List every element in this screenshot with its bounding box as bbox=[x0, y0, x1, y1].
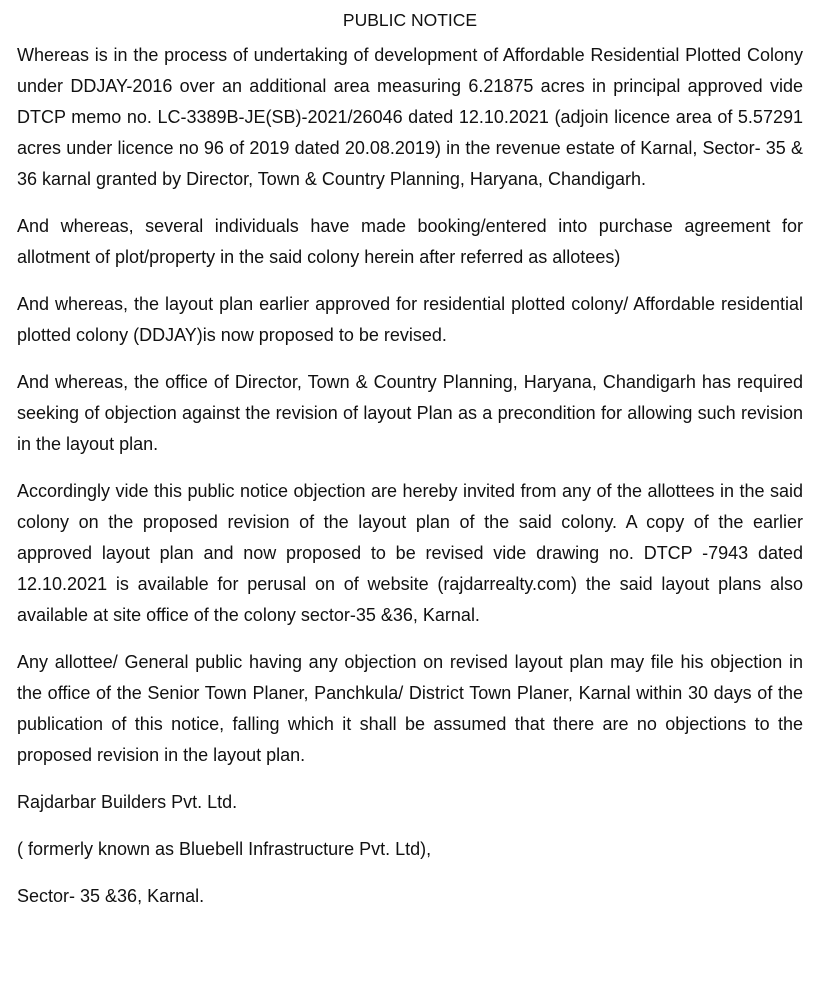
public-notice bbox=[17, 8, 803, 928]
signature-formerly-known: ( formerly known as Bluebell Infrastructure Pvt. Ltd), bbox=[17, 839, 432, 859]
paragraph-allottee-bookings: And whereas, several individuals have made booking/entered into purchase agreement for allotment of plot/property in the said colony herein after referred as allotees) bbox=[17, 216, 803, 267]
paragraph-development-details: Whereas is in the process of undertaking of development of Affordable Residential Plotted Colony under DDJAY-2016 over an additional area measuring 6.21875 acres in principal approved vide DTCP memo no. LC-3389B-JE(SB)-2021/26046 dated 12.10.2021 (adjoin licence area of 5.57291 acres under licence no 96 of 2019 dated 20.08.2019) in the revenue estate of Karnal, Sector- 35 & 36 karnal granted by Director, Town & Country Planning, Haryana, Chandigarh. bbox=[17, 45, 803, 189]
signature-address: Sector- 35 &36, Karnal. bbox=[17, 886, 205, 906]
paragraph-objection-invitation: Accordingly vide this public notice objection are hereby invited from any of the allottees in the said colony on the proposed revision of the layout plan of the said colony. A copy of the earlier approved layout plan and now proposed to be revised vide drawing no. DTCP -7943 dated 12.10.2021 is available for perusal on of website (rajdarrealty.com) the said layout plans also available at site office of the colony sector-35 &36, Karnal. bbox=[17, 481, 803, 625]
paragraph-layout-revision: And whereas, the layout plan earlier approved for residential plotted colony/ Affordable residential plotted colony (DDJAY)is now proposed to be revised. bbox=[17, 294, 803, 345]
paragraph-dtcp-requirement: And whereas, the office of Director, Town & Country Planning, Haryana, Chandigarh has required seeking of objection against the revision of layout Plan as a precondition for allowing such revision in the layout plan. bbox=[17, 372, 803, 454]
notice-title: PUBLIC NOTICE bbox=[342, 10, 478, 30]
paragraph-objection-filing: Any allottee/ General public having any objection on revised layout plan may file his objection in the office of the Senior Town Planer, Panchkula/ District Town Planer, Karnal within 30 days of the publication of this notice, falling which it shall be assumed that there are no objections to the proposed revision in the layout plan. bbox=[17, 652, 803, 765]
signature-company: Rajdarbar Builders Pvt. Ltd. bbox=[17, 792, 238, 812]
